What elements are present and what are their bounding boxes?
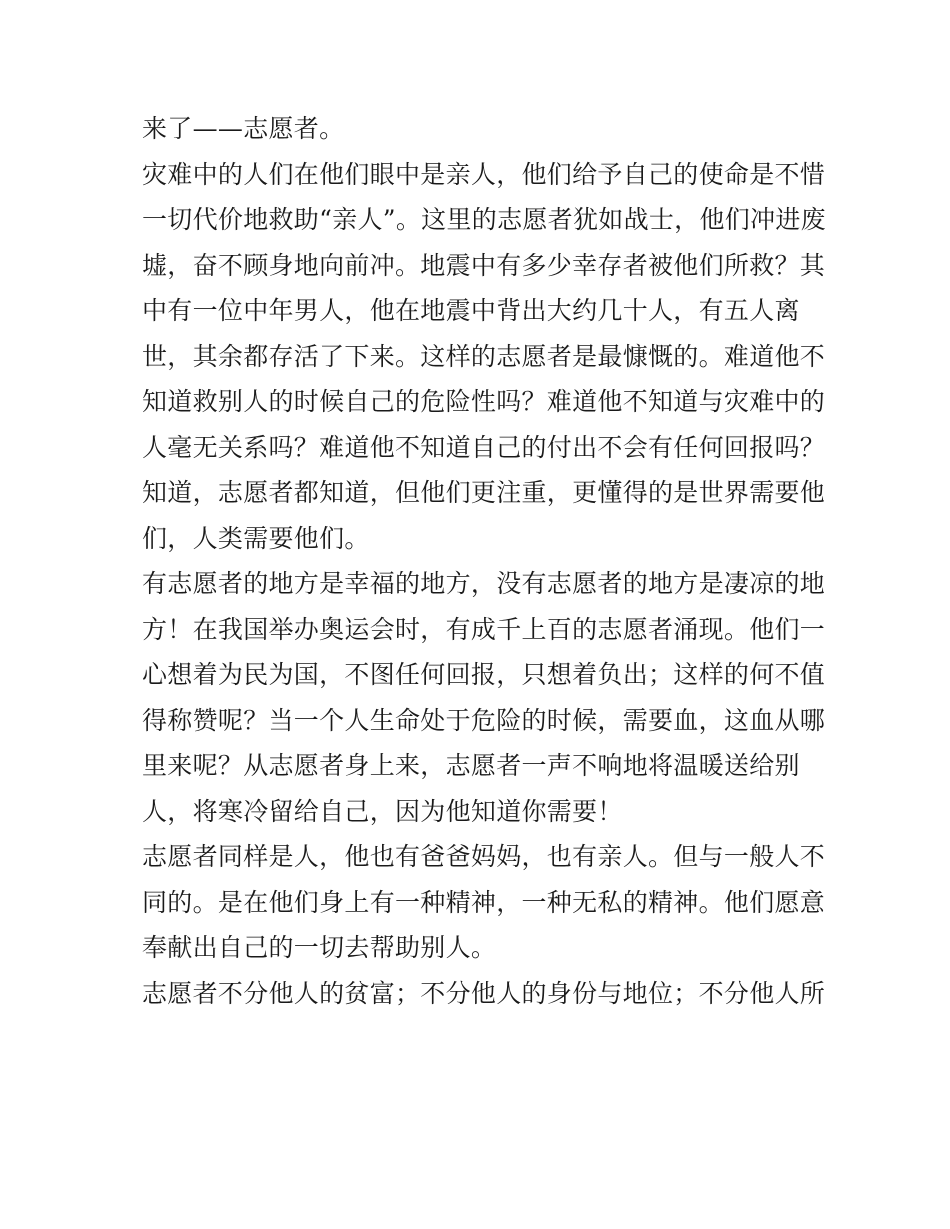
text-line: 同的。是在他们身上有一种精神，一种无私的精神。他们愿意: [142, 887, 826, 917]
text-line: 志愿者同样是人，他也有爸爸妈妈，也有亲人。但与一般人不: [142, 842, 826, 871]
document-body: [142, 106, 826, 1016]
text-line: 世，其余都存活了下来。这样的志愿者是最慷慨的。难道他不: [142, 341, 826, 371]
text-line: 人，将寒冷留给自己，因为他知道你需要！: [142, 796, 623, 826]
text-line: 得称赞呢？当一个人生命处于危险的时候，需要血，这血从哪: [142, 705, 826, 735]
text-line: 方！在我国举办奥运会时，有成千上百的志愿者涌现。他们一: [142, 614, 826, 644]
text-line: 知道，志愿者都知道，但他们更注重，更懂得的是世界需要他: [142, 478, 826, 507]
text-line: 们，人类需要他们。: [142, 523, 370, 553]
text-line: 人毫无关系吗？难道他不知道自己的付出不会有任何回报吗？: [142, 432, 826, 462]
text-line: 有志愿者的地方是幸福的地方，没有志愿者的地方是凄凉的地: [142, 569, 826, 598]
text-line: 一切代价地救助“亲人”。这里的志愿者犹如战士，他们冲进废: [142, 205, 826, 234]
text-line: 墟，奋不顾身地向前冲。地震中有多少幸存者被他们所救？其: [142, 250, 826, 280]
text-line: 奉献出自己的一切去帮助别人。: [142, 933, 497, 962]
text-line: 来了——志愿者。: [142, 114, 345, 143]
text-line: 志愿者不分他人的贫富；不分他人的身份与地位；不分他人所: [142, 978, 826, 1008]
text-line: 里来呢？从志愿者身上来，志愿者一声不响地将温暖送给别: [142, 751, 800, 780]
text-line: 灾难中的人们在他们眼中是亲人，他们给予自己的使命是不惜: [142, 159, 826, 189]
text-line: 中有一位中年男人，他在地震中背出大约几十人，有五人离: [142, 296, 800, 325]
text-line: 知道救别人的时候自己的危险性吗？难道他不知道与灾难中的: [142, 387, 826, 416]
text-line: 心想着为民为国，不图任何回报，只想着负出；这样的何不值: [142, 660, 826, 689]
